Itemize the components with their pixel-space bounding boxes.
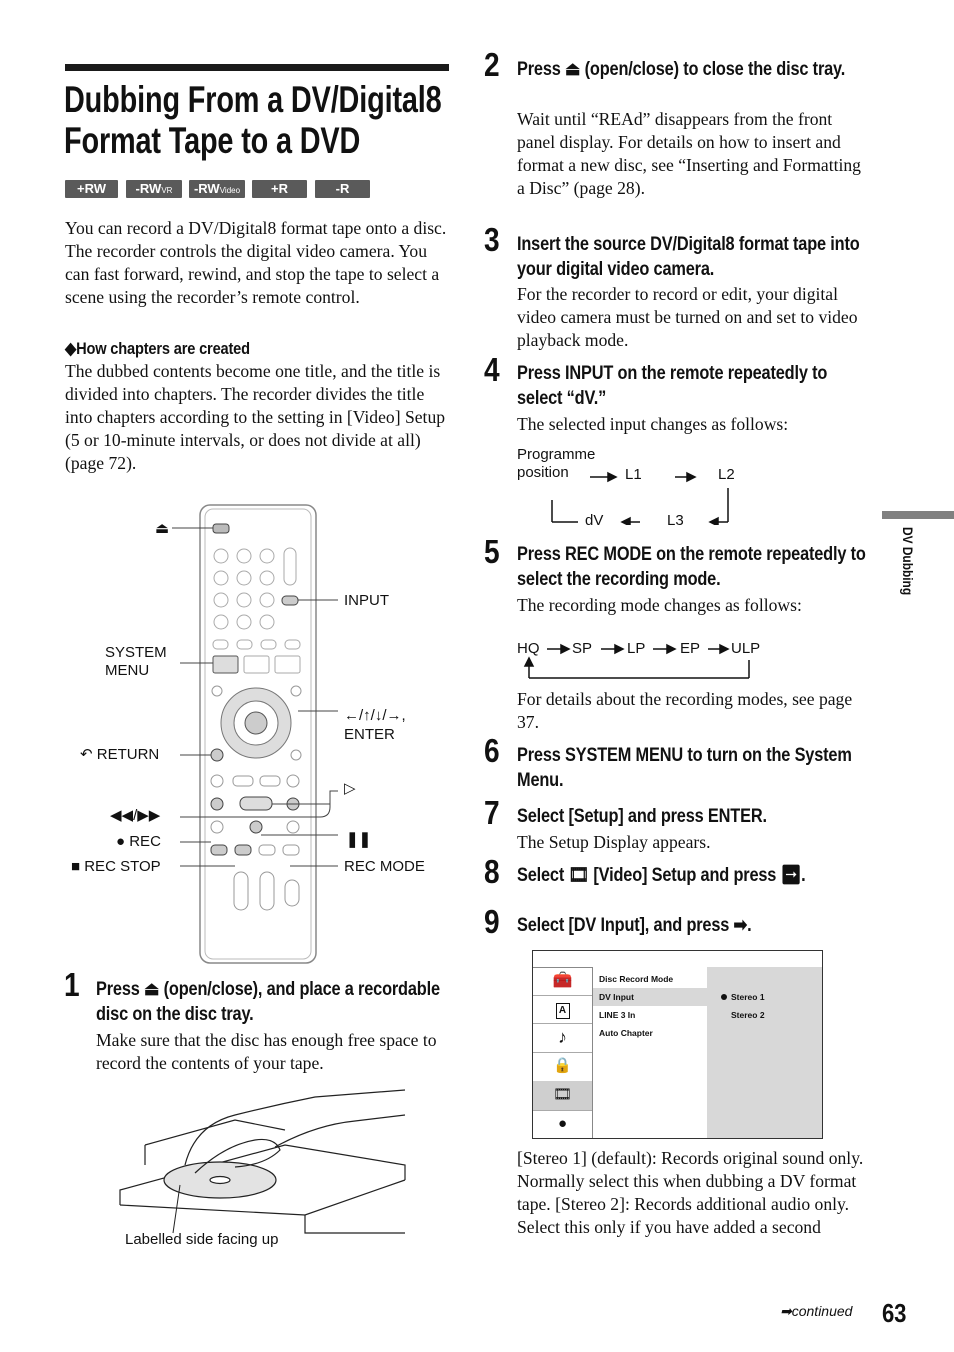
- step-3-body: For the recorder to record or edit, your digital video camera must be turned on and set to video playback mode.: [517, 284, 858, 350]
- menu-icon-column: [533, 967, 593, 1138]
- disc-icon[interactable]: ●: [557, 1116, 568, 1132]
- step-2-number: 2: [484, 46, 500, 83]
- step-6-heading: Press SYSTEM MENU to turn on the System Menu.: [517, 745, 852, 791]
- input-label: INPUT: [344, 592, 389, 609]
- step-1-body: Make sure that the disc has enough free space to record the contents of your tape.: [96, 1030, 437, 1073]
- language-icon[interactable]: A: [533, 995, 592, 1024]
- step-1-heading: Press ⏏ (open/close), and place a recordable disc on the disc tray.: [96, 979, 440, 1025]
- programme-label-1: Programme: [517, 446, 596, 463]
- rec-mode-sp: SP: [572, 640, 593, 657]
- rec-mode-label: REC MODE: [344, 858, 425, 875]
- menu-item-disc-record-mode[interactable]: Disc Record Mode: [599, 974, 674, 984]
- continued-note: ➡continued: [780, 1303, 853, 1319]
- video-film-icon[interactable]: 🎞: [533, 1081, 592, 1111]
- intro-text: You can record a DV/Digital8 format tape onto a disc. The recorder controls the digital video camera. You can fast forward, rewind, and stop the tape to select a scene using the recorder’s remote control.: [65, 218, 447, 307]
- input-dv: dV: [585, 512, 604, 529]
- badge-minus-rw-video: -RWVideo: [189, 180, 245, 198]
- input-cycle-arrows: [540, 470, 740, 525]
- step-7-number: 7: [484, 794, 500, 831]
- continued-arrow-icon: ➡: [780, 1303, 792, 1319]
- input-l1: L1: [625, 466, 642, 483]
- menu-item-dv-input[interactable]: DV Input: [593, 988, 707, 1006]
- rec-mode-lp: LP: [627, 640, 646, 657]
- step-3-heading: Insert the source DV/Digital8 format tape into your digital video camera.: [517, 234, 860, 280]
- system-menu-label-1: SYSTEM: [105, 644, 167, 661]
- step-2-body: Wait until “REAd” disappears from the front panel display. For details on how to insert and format a new disc, see “Inserting and Formatting a Disc” (page 28).: [517, 109, 861, 198]
- chapters-body: The dubbed contents become one title, and the title is divided into chapters. The recorder divides the title into chapters according to the setting in [Video] Setup (5 or 10-minute intervals, or does not divide at all) (page 72).: [65, 361, 446, 473]
- step-3-number: 3: [484, 221, 500, 258]
- badge-minus-rw-vr: -RWVR: [126, 180, 182, 198]
- pause-label: ❚❚: [346, 831, 372, 848]
- step-7-body: The Setup Display appears.: [517, 832, 711, 852]
- option-stereo-1[interactable]: Stereo 1: [731, 992, 765, 1002]
- play-label: ▷: [344, 780, 356, 797]
- programme-label-2: position: [517, 464, 569, 481]
- rec-mode-ep: EP: [680, 640, 701, 657]
- chapters-heading: ◆How chapters are created: [65, 339, 250, 358]
- enter-label: ENTER: [344, 726, 395, 743]
- eject-label: ⏏: [155, 520, 170, 537]
- step-8-number: 8: [484, 853, 500, 890]
- step-5-heading: Press REC MODE on the remote repeatedly to select the recording mode.: [517, 544, 866, 590]
- option-stereo-2[interactable]: Stereo 2: [731, 1010, 765, 1020]
- toolbox-icon[interactable]: 🧰: [533, 967, 592, 996]
- lock-icon[interactable]: 🔒: [533, 1052, 592, 1082]
- selected-dot-icon: [721, 994, 727, 1000]
- step-5-number: 5: [484, 533, 500, 570]
- page-title: Dubbing From a DV/Digital8 Format Tape to a DVD: [64, 79, 442, 161]
- step-9-number: 9: [484, 903, 500, 940]
- sidebar-section-label: DV Dubbing: [900, 527, 916, 596]
- badge-plus-rw: +RW: [65, 180, 118, 198]
- step-4-number: 4: [484, 351, 500, 388]
- rec-mode-hq: HQ: [517, 640, 540, 657]
- menu-item-line3-in[interactable]: LINE 3 In: [599, 1010, 636, 1020]
- step-9-heading: Select [DV Input], and press ➡.: [517, 915, 752, 936]
- return-label: ↶ RETURN: [80, 746, 160, 763]
- step-4-body: The selected input changes as follows:: [517, 414, 789, 434]
- step-5-body-2: For details about the recording modes, see page 37.: [517, 689, 853, 732]
- badge-minus-r: -R: [315, 180, 370, 198]
- disc-tray-illustration: [115, 1085, 410, 1245]
- disc-caption: Labelled side facing up: [125, 1231, 279, 1248]
- rew-ff-label: ◀◀/▶▶: [110, 807, 161, 824]
- rec-label: ● REC: [116, 833, 161, 850]
- step-8-heading: Select 🎞 [Video] Setup and press ➡.: [517, 865, 806, 886]
- menu-item-auto-chapter[interactable]: Auto Chapter: [599, 1028, 653, 1038]
- rec-stop-label: ■ REC STOP: [71, 858, 161, 875]
- title-rule: [65, 64, 449, 71]
- page-number: 63: [882, 1298, 907, 1328]
- stereo-notes: [Stereo 1] (default): Records original sound only. Normally select this when dubbing a DV format tape. [Stereo 2]: Records additional audio only. Select this only if you have added a second: [517, 1148, 864, 1237]
- step-1-number: 1: [64, 966, 80, 1003]
- step-5-body: The recording mode changes as follows:: [517, 595, 802, 615]
- step-4-heading: Press INPUT on the remote repeatedly to select “dV.”: [517, 363, 828, 409]
- sidebar-tab: [882, 511, 954, 519]
- badge-plus-r: +R: [252, 180, 307, 198]
- input-l2: L2: [718, 466, 735, 483]
- input-l3: L3: [667, 512, 684, 529]
- step-7-heading: Select [Setup] and press ENTER.: [517, 806, 767, 827]
- menu-options-column: [707, 967, 822, 1138]
- rec-mode-ulp: ULP: [731, 640, 761, 657]
- rec-mode-arrows: [520, 640, 760, 682]
- menu-top-bar: [533, 951, 822, 968]
- setup-menu-screenshot: [532, 950, 823, 1139]
- step-2-heading: Press ⏏ (open/close) to close the disc tray.: [517, 59, 846, 80]
- menu-items-column: [593, 967, 707, 1138]
- step-6-number: 6: [484, 732, 500, 769]
- system-menu-label-2: MENU: [105, 662, 150, 679]
- audio-icon[interactable]: ♪: [533, 1023, 592, 1053]
- arrows-label: ←/↑/↓/→,: [344, 707, 406, 724]
